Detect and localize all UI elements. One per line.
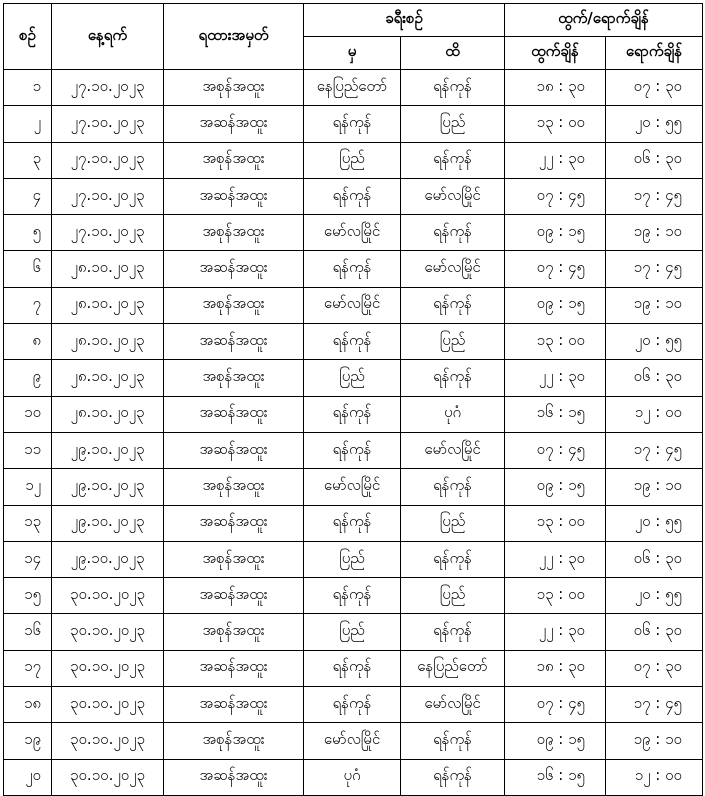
date-cell: ၃၀.၁၀.၂၀၂၃ — [52, 614, 164, 650]
train-type-cell: အဆန်အထူး — [164, 178, 304, 214]
from-station-cell: မော်လမြိုင် — [304, 215, 401, 251]
train-type-cell: အဆန်အထူး — [164, 396, 304, 432]
arrival-time-cell: ၀၇ : ၃၀ — [606, 70, 703, 106]
date-cell: ၂၉.၁၀.၂၀၂၃ — [52, 469, 164, 505]
date-cell: ၂၇.၁၀.၂၀၂၃ — [52, 106, 164, 142]
row-number: ၃ — [4, 142, 52, 178]
date-cell: ၃၀.၁၀.၂၀၂၃ — [52, 723, 164, 759]
row-number: ၉ — [4, 360, 52, 396]
table-row — [4, 178, 703, 214]
departure-time-cell: ၀၉ : ၁၅ — [505, 723, 606, 759]
train-type-cell: အစုန်အထူး — [164, 142, 304, 178]
header-route: ခရီးစဉ် — [304, 4, 505, 37]
table-row — [4, 70, 703, 106]
to-station-cell: ရန်ကုန် — [401, 70, 505, 106]
train-type-cell: အဆန်အထူး — [164, 432, 304, 468]
train-type-cell: အစုန်အထူး — [164, 541, 304, 577]
table-row — [4, 215, 703, 251]
from-station-cell: မော်လမြိုင် — [304, 287, 401, 323]
header-from: မှ — [304, 37, 401, 70]
departure-time-cell: ၂၂ : ၃၀ — [505, 142, 606, 178]
table-row — [4, 505, 703, 541]
table-row — [4, 687, 703, 723]
departure-time-cell: ၁၃ : ၀၀ — [505, 324, 606, 360]
arrival-time-cell: ၁၂ : ၀၀ — [606, 396, 703, 432]
arrival-time-cell: ၁၉ : ၁၀ — [606, 215, 703, 251]
arrival-time-cell: ၂၀ : ၅၅ — [606, 505, 703, 541]
table-row — [4, 578, 703, 614]
table-row — [4, 541, 703, 577]
train-type-cell: အစုန်အထူး — [164, 469, 304, 505]
to-station-cell: ရန်ကုန် — [401, 614, 505, 650]
table-row — [4, 650, 703, 686]
row-number: ၁၉ — [4, 723, 52, 759]
to-station-cell: ပြည် — [401, 578, 505, 614]
row-number: ၁၄ — [4, 541, 52, 577]
departure-time-cell: ၀၇ : ၄၅ — [505, 251, 606, 287]
from-station-cell: ရန်ကုန် — [304, 650, 401, 686]
to-station-cell: မော်လမြိုင် — [401, 687, 505, 723]
date-cell: ၃၀.၁၀.၂၀၂၃ — [52, 687, 164, 723]
from-station-cell: ပြည် — [304, 360, 401, 396]
from-station-cell: ရန်ကုန် — [304, 578, 401, 614]
from-station-cell: ရန်ကုန် — [304, 178, 401, 214]
departure-time-cell: ၀၇ : ၄၅ — [505, 178, 606, 214]
date-cell: ၂၇.၁၀.၂၀၂၃ — [52, 215, 164, 251]
row-number: ၂ — [4, 106, 52, 142]
departure-time-cell: ၀၇ : ၄၅ — [505, 432, 606, 468]
date-cell: ၂၈.၁၀.၂၀၂၃ — [52, 251, 164, 287]
departure-time-cell: ၀၉ : ၁၅ — [505, 287, 606, 323]
departure-time-cell: ၁၈ : ၃၀ — [505, 650, 606, 686]
arrival-time-cell: ၂၀ : ၅၅ — [606, 324, 703, 360]
to-station-cell: ရန်ကုန် — [401, 142, 505, 178]
from-station-cell: ပုဂံ — [304, 759, 401, 795]
to-station-cell: ရန်ကုန် — [401, 287, 505, 323]
arrival-time-cell: ၂၀ : ၅၅ — [606, 578, 703, 614]
from-station-cell: ပြည် — [304, 142, 401, 178]
to-station-cell: ပြည် — [401, 324, 505, 360]
departure-time-cell: ၁၆ : ၁၅ — [505, 759, 606, 795]
header-no: စဉ် — [4, 4, 52, 70]
departure-time-cell: ၀၉ : ၁၅ — [505, 469, 606, 505]
arrival-time-cell: ၁၇ : ၄၅ — [606, 251, 703, 287]
table-row — [4, 142, 703, 178]
to-station-cell: ရန်ကုန် — [401, 469, 505, 505]
date-cell: ၂၈.၁၀.၂၀၂၃ — [52, 360, 164, 396]
train-type-cell: အဆန်အထူး — [164, 759, 304, 795]
row-number: ၁၅ — [4, 578, 52, 614]
train-type-cell: အစုန်အထူး — [164, 723, 304, 759]
train-type-cell: အစုန်အထူး — [164, 215, 304, 251]
departure-time-cell: ၂၂ : ၃၀ — [505, 614, 606, 650]
table-row — [4, 287, 703, 323]
date-cell: ၂၈.၁၀.၂၀၂၃ — [52, 396, 164, 432]
arrival-time-cell: ၀၆ : ၃၀ — [606, 614, 703, 650]
departure-time-cell: ၂၂ : ၃၀ — [505, 360, 606, 396]
date-cell: ၂၉.၁၀.၂၀၂၃ — [52, 432, 164, 468]
table-row — [4, 614, 703, 650]
table-row — [4, 469, 703, 505]
from-station-cell: ပြည် — [304, 541, 401, 577]
header-date: နေ့ရက် — [52, 4, 164, 70]
departure-time-cell: ၀၇ : ၄၅ — [505, 687, 606, 723]
table-row — [4, 360, 703, 396]
train-type-cell: အဆန်အထူး — [164, 650, 304, 686]
date-cell: ၂၇.၁၀.၂၀၂၃ — [52, 70, 164, 106]
row-number: ၁၁ — [4, 432, 52, 468]
train-type-cell: အဆန်အထူး — [164, 106, 304, 142]
row-number: ၈ — [4, 324, 52, 360]
schedule-body — [4, 70, 703, 796]
train-type-cell: အစုန်အထူး — [164, 614, 304, 650]
arrival-time-cell: ၀၇ : ၃၀ — [606, 650, 703, 686]
from-station-cell: ရန်ကုန် — [304, 251, 401, 287]
row-number: ၇ — [4, 287, 52, 323]
table-row — [4, 324, 703, 360]
row-number: ၂၀ — [4, 759, 52, 795]
row-number: ၁ — [4, 70, 52, 106]
from-station-cell: ရန်ကုန် — [304, 432, 401, 468]
from-station-cell: မော်လမြိုင် — [304, 723, 401, 759]
from-station-cell: မော်လမြိုင် — [304, 469, 401, 505]
from-station-cell: နေပြည်တော် — [304, 70, 401, 106]
train-type-cell: အဆန်အထူး — [164, 505, 304, 541]
arrival-time-cell: ၁၉ : ၁၀ — [606, 469, 703, 505]
arrival-time-cell: ၂၀ : ၅၅ — [606, 106, 703, 142]
arrival-time-cell: ၁၉ : ၁၀ — [606, 723, 703, 759]
departure-time-cell: ၁၆ : ၁၅ — [505, 396, 606, 432]
train-schedule-table — [3, 3, 703, 796]
departure-time-cell: ၁၃ : ၀၀ — [505, 106, 606, 142]
train-type-cell: အဆန်အထူး — [164, 324, 304, 360]
arrival-time-cell: ၁၇ : ၄၅ — [606, 432, 703, 468]
to-station-cell: ရန်ကုန် — [401, 759, 505, 795]
from-station-cell: ရန်ကုန် — [304, 396, 401, 432]
date-cell: ၂၇.၁၀.၂၀၂၃ — [52, 142, 164, 178]
row-number: ၁၆ — [4, 614, 52, 650]
header-train-type: ရထားအမှတ် — [164, 4, 304, 70]
departure-time-cell: ၁၃ : ၀၀ — [505, 505, 606, 541]
train-type-cell: အဆန်အထူး — [164, 687, 304, 723]
row-number: ၁၀ — [4, 396, 52, 432]
table-row — [4, 106, 703, 142]
train-type-cell: အစုန်အထူး — [164, 360, 304, 396]
date-cell: ၂၈.၁၀.၂၀၂၃ — [52, 287, 164, 323]
to-station-cell: မော်လမြိုင် — [401, 251, 505, 287]
arrival-time-cell: ၀၆ : ၃၀ — [606, 360, 703, 396]
table-row — [4, 723, 703, 759]
from-station-cell: ပြည် — [304, 614, 401, 650]
to-station-cell: ပုဂံ — [401, 396, 505, 432]
train-type-cell: အစုန်အထူး — [164, 287, 304, 323]
arrival-time-cell: ၁၇ : ၄၅ — [606, 178, 703, 214]
to-station-cell: နေပြည်တော် — [401, 650, 505, 686]
table-row — [4, 759, 703, 795]
header-to: ထိ — [401, 37, 505, 70]
header-row-top — [4, 4, 703, 37]
arrival-time-cell: ၁၉ : ၁၀ — [606, 287, 703, 323]
to-station-cell: ရန်ကုန် — [401, 215, 505, 251]
row-number: ၁၇ — [4, 650, 52, 686]
header-depart: ထွက်ချိန် — [505, 37, 606, 70]
train-type-cell: အစုန်အထူး — [164, 70, 304, 106]
arrival-time-cell: ၁၇ : ၄၅ — [606, 687, 703, 723]
from-station-cell: ရန်ကုန် — [304, 324, 401, 360]
to-station-cell: ရန်ကုန် — [401, 541, 505, 577]
train-type-cell: အဆန်အထူး — [164, 251, 304, 287]
arrival-time-cell: ၀၆ : ၃၀ — [606, 541, 703, 577]
train-type-cell: အဆန်အထူး — [164, 578, 304, 614]
from-station-cell: ရန်ကုန် — [304, 687, 401, 723]
row-number: ၅ — [4, 215, 52, 251]
row-number: ၆ — [4, 251, 52, 287]
arrival-time-cell: ၁၂ : ၀၀ — [606, 759, 703, 795]
departure-time-cell: ၁၈ : ၃၀ — [505, 70, 606, 106]
to-station-cell: မော်လမြိုင် — [401, 178, 505, 214]
date-cell: ၃၀.၁၀.၂၀၂၃ — [52, 650, 164, 686]
row-number: ၁၃ — [4, 505, 52, 541]
date-cell: ၃၀.၁၀.၂၀၂၃ — [52, 578, 164, 614]
to-station-cell: ပြည် — [401, 106, 505, 142]
header-arrive: ရောက်ချိန် — [606, 37, 703, 70]
date-cell: ၂၇.၁၀.၂၀၂၃ — [52, 178, 164, 214]
table-row — [4, 251, 703, 287]
header-times: ထွက်/ရောက်ချိန် — [505, 4, 703, 37]
to-station-cell: ရန်ကုန် — [401, 360, 505, 396]
row-number: ၁၂ — [4, 469, 52, 505]
from-station-cell: ရန်ကုန် — [304, 505, 401, 541]
date-cell: ၃၀.၁၀.၂၀၂၃ — [52, 759, 164, 795]
row-number: ၄ — [4, 178, 52, 214]
row-number: ၁၈ — [4, 687, 52, 723]
date-cell: ၂၉.၁၀.၂၀၂၃ — [52, 505, 164, 541]
to-station-cell: ရန်ကုန် — [401, 723, 505, 759]
to-station-cell: မော်လမြိုင် — [401, 432, 505, 468]
from-station-cell: ရန်ကုန် — [304, 106, 401, 142]
table-row — [4, 432, 703, 468]
departure-time-cell: ၁၃ : ၀၀ — [505, 578, 606, 614]
date-cell: ၂၈.၁၀.၂၀၂၃ — [52, 324, 164, 360]
table-row — [4, 396, 703, 432]
arrival-time-cell: ၀၆ : ၃၀ — [606, 142, 703, 178]
departure-time-cell: ၀၉ : ၁၅ — [505, 215, 606, 251]
to-station-cell: ပြည် — [401, 505, 505, 541]
departure-time-cell: ၂၂ : ၃၀ — [505, 541, 606, 577]
date-cell: ၂၉.၁၀.၂၀၂၃ — [52, 541, 164, 577]
